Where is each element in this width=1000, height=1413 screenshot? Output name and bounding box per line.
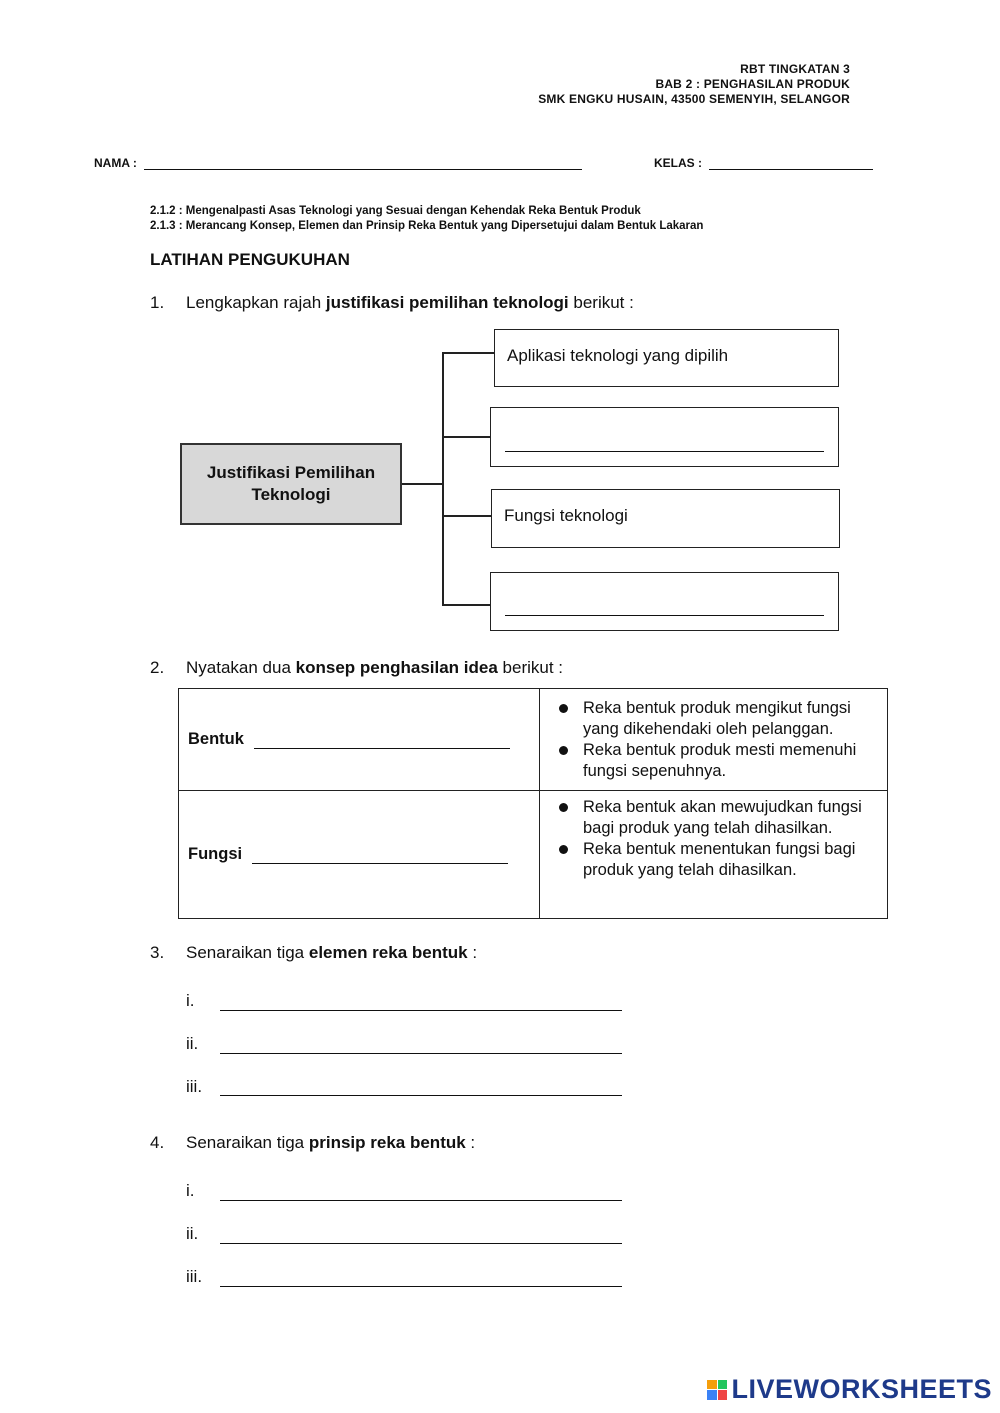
question-number: 1. bbox=[150, 293, 165, 312]
answer-blank[interactable] bbox=[220, 1081, 622, 1096]
nama-label: NAMA : bbox=[94, 156, 137, 170]
objective-2-1-2: 2.1.2 : Mengenalpasti Asas Teknologi yang Sesuai dengan Kehendak Reka Bentuk Produk bbox=[150, 205, 641, 217]
concept-table bbox=[178, 688, 888, 919]
question-text: Lengkapkan rajah justifikasi pemilihan teknologi berikut : bbox=[186, 293, 634, 312]
kelas-field[interactable] bbox=[709, 169, 873, 170]
answer-blank[interactable] bbox=[220, 1229, 622, 1244]
answer-blank[interactable] bbox=[505, 615, 824, 616]
header-line-2: BAB 2 : PENGHASILAN PRODUK bbox=[655, 77, 850, 91]
header-line-3: SMK ENGKU HUSAIN, 43500 SEMENYIH, SELANGOR bbox=[538, 92, 850, 106]
branch-box-blank-2 bbox=[490, 572, 839, 631]
connector-main bbox=[402, 483, 444, 485]
section-title: LATIHAN PENGUKUHAN bbox=[150, 250, 350, 269]
connector-branch-2 bbox=[442, 436, 490, 438]
question-number: 3. bbox=[150, 943, 165, 962]
branch-box-aplikasi: Aplikasi teknologi yang dipilih bbox=[494, 329, 839, 387]
answer-blank[interactable] bbox=[252, 863, 508, 864]
branch-box-fungsi: Fungsi teknologi bbox=[491, 489, 840, 548]
table-row bbox=[179, 689, 888, 791]
answer-blank[interactable] bbox=[220, 996, 622, 1011]
answer-blank[interactable] bbox=[254, 748, 510, 749]
concept-cell-bentuk: Bentuk bbox=[179, 689, 540, 791]
nama-row bbox=[94, 156, 582, 170]
objective-2-1-3: 2.1.3 : Merancang Konsep, Elemen dan Prinsip Reka Bentuk yang Dipersetujui dalam Bentuk Lakaran bbox=[150, 220, 704, 232]
question-text: Senaraikan tiga prinsip reka bentuk : bbox=[186, 1133, 476, 1152]
concept-description bbox=[540, 689, 888, 791]
item-label: i. bbox=[186, 991, 195, 1010]
logo-icon bbox=[707, 1380, 727, 1400]
connector-branch-3 bbox=[442, 515, 492, 517]
nama-field[interactable] bbox=[144, 169, 582, 170]
answer-blank[interactable] bbox=[220, 1039, 622, 1054]
list-item: Reka bentuk menentukan fungsi bagi produk yang telah dihasilkan. bbox=[548, 839, 879, 881]
answer-blank[interactable] bbox=[220, 1186, 622, 1201]
header-line-1: RBT TINGKATAN 3 bbox=[740, 62, 850, 76]
list-item: Reka bentuk produk mesti memenuhi fungsi sepenuhnya. bbox=[548, 740, 879, 782]
center-box-justifikasi: Justifikasi Pemilihan Teknologi bbox=[180, 443, 402, 525]
list-item: Reka bentuk akan mewujudkan fungsi bagi produk yang telah dihasilkan. bbox=[548, 797, 879, 839]
item-label: i. bbox=[186, 1181, 195, 1200]
concept-cell-fungsi: Fungsi bbox=[179, 791, 540, 919]
item-label: ii. bbox=[186, 1224, 199, 1243]
question-text: Nyatakan dua konsep penghasilan idea berikut : bbox=[186, 658, 564, 677]
concept-description bbox=[540, 791, 888, 919]
list-item: Reka bentuk produk mengikut fungsi yang dikehendaki oleh pelanggan. bbox=[548, 698, 879, 740]
table-row bbox=[179, 791, 888, 919]
kelas-row bbox=[654, 156, 873, 170]
kelas-label: KELAS : bbox=[654, 156, 702, 170]
item-label: iii. bbox=[186, 1077, 203, 1096]
answer-blank[interactable] bbox=[220, 1272, 622, 1287]
question-number: 4. bbox=[150, 1133, 165, 1152]
item-label: ii. bbox=[186, 1034, 199, 1053]
answer-blank[interactable] bbox=[505, 451, 824, 452]
question-text: Senaraikan tiga elemen reka bentuk : bbox=[186, 943, 478, 962]
connector-vertical bbox=[442, 352, 444, 606]
question-number: 2. bbox=[150, 658, 165, 677]
connector-branch-4 bbox=[442, 604, 491, 606]
liveworksheets-logo: LIVEWORKSHEETS bbox=[707, 1374, 992, 1405]
item-label: iii. bbox=[186, 1267, 203, 1286]
connector-branch-1 bbox=[442, 352, 494, 354]
branch-box-blank-1 bbox=[490, 407, 839, 467]
